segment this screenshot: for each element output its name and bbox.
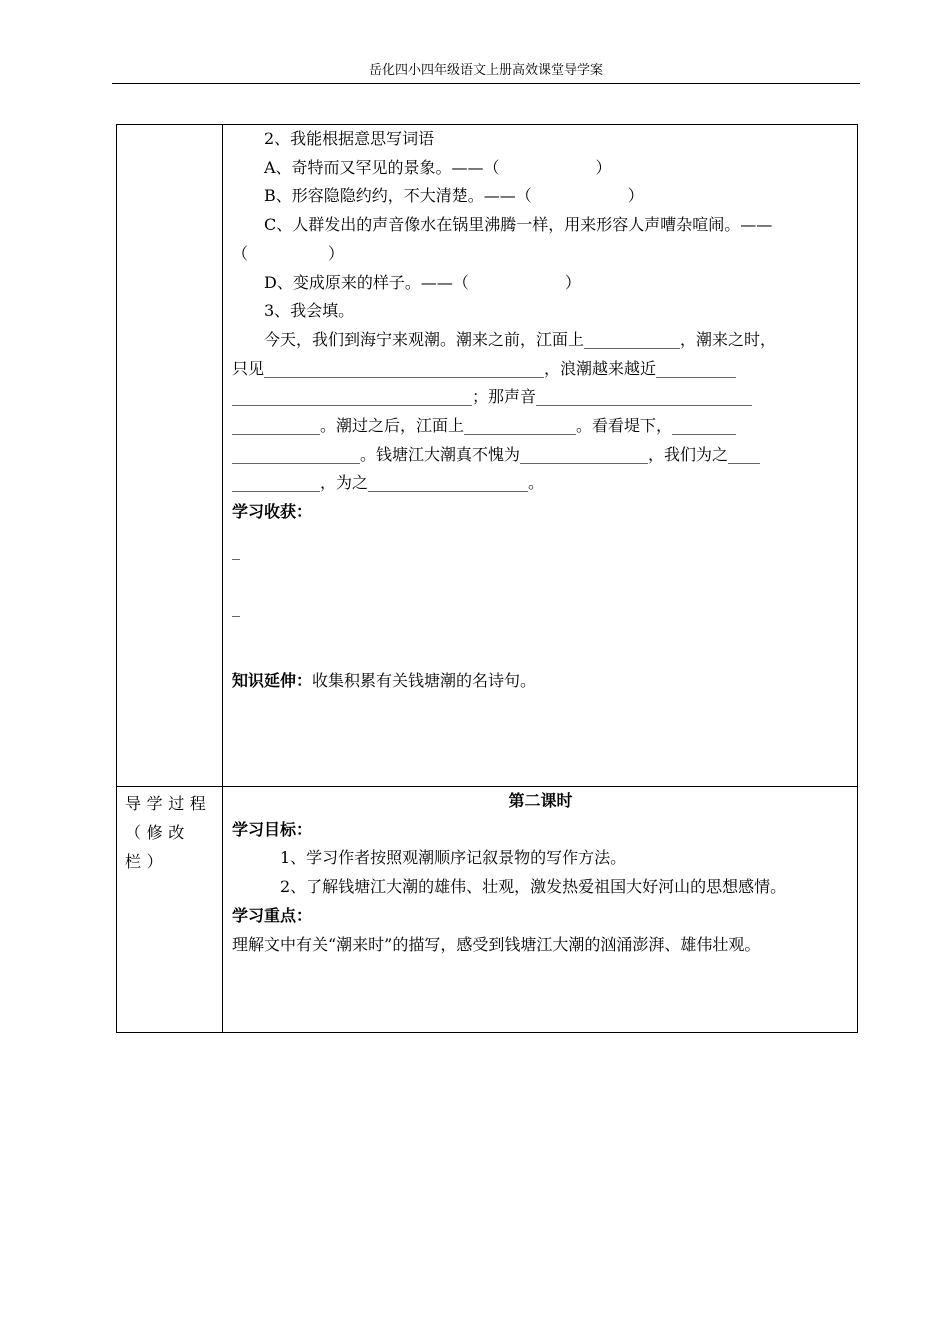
guide-process-label: 导学过程（修改栏） bbox=[125, 794, 212, 871]
goal-2: 2、了解钱塘江大潮的雄伟、壮观，激发热爱祖国大好河山的思想感情。 bbox=[280, 877, 787, 897]
header-rule bbox=[112, 83, 860, 84]
fill-line-6: ___________，为之____________________。 bbox=[232, 473, 545, 493]
extension-line bbox=[232, 667, 849, 696]
extension-text: 收集积累有关钱塘潮的名诗句。 bbox=[312, 670, 537, 690]
worksheet-table bbox=[116, 124, 858, 1033]
harvest-dash-1: _ bbox=[232, 540, 240, 560]
left-cell-label bbox=[117, 787, 223, 1033]
fill-line-4: ___________。潮过之后，江面上______________。看看堤下，________ bbox=[232, 416, 737, 436]
exercise-3-title: 3、我会填。 bbox=[264, 301, 355, 321]
goal-1: 1、学习作者按照观潮顺序记叙景物的写作方法。 bbox=[280, 848, 627, 868]
left-cell-empty bbox=[117, 125, 223, 787]
focus-text: 理解文中有关“潮来时”的描写，感受到钱塘江大潮的汹涌澎湃、雄伟壮观。 bbox=[232, 934, 761, 954]
page-header: 岳化四小四年级语文上册高效课堂导学案 bbox=[368, 63, 603, 78]
exercise-2d: D、变成原来的样子。——（ ） bbox=[264, 272, 581, 292]
exercise-2c-blank: （ ） bbox=[232, 243, 345, 263]
focus-label: 学习重点： bbox=[232, 905, 313, 925]
exercise-2c: C、人群发出的声音像水在锅里沸腾一样，用来形容人声嘈杂喧闹。—— bbox=[264, 215, 773, 235]
fill-line-1: 今天，我们到海宁来观潮。潮来之前，江面上____________，潮来之时， bbox=[264, 329, 777, 349]
exercise-2-title: 2、我能根据意思写词语 bbox=[264, 129, 435, 148]
harvest-label: 学习收获： bbox=[232, 502, 313, 522]
fill-line-5: ________________。钱塘江大潮真不愧为________________，我们为之____ bbox=[232, 444, 761, 464]
exercise-2b: B、形容隐隐约约，不大清楚。——（ ） bbox=[264, 186, 644, 206]
table-row bbox=[117, 787, 858, 1033]
harvest-dash-2: _ bbox=[232, 597, 240, 617]
exercise-2a: A、奇特而又罕见的景象。——（ ） bbox=[264, 157, 612, 177]
extension-label: 知识延伸： bbox=[232, 670, 313, 690]
content-cell-exercises bbox=[223, 125, 858, 787]
content-cell-lesson2 bbox=[223, 787, 858, 1033]
lesson-title: 第二课时 bbox=[508, 791, 573, 810]
table-row bbox=[117, 125, 858, 787]
harvest-dash-3: _ bbox=[232, 654, 240, 674]
fill-line-3: ______________________________；那声音___________________________ bbox=[232, 387, 753, 407]
fill-line-2: 只见___________________________________，浪潮越来越近__________ bbox=[232, 358, 737, 378]
goal-label: 学习目标： bbox=[232, 819, 313, 839]
